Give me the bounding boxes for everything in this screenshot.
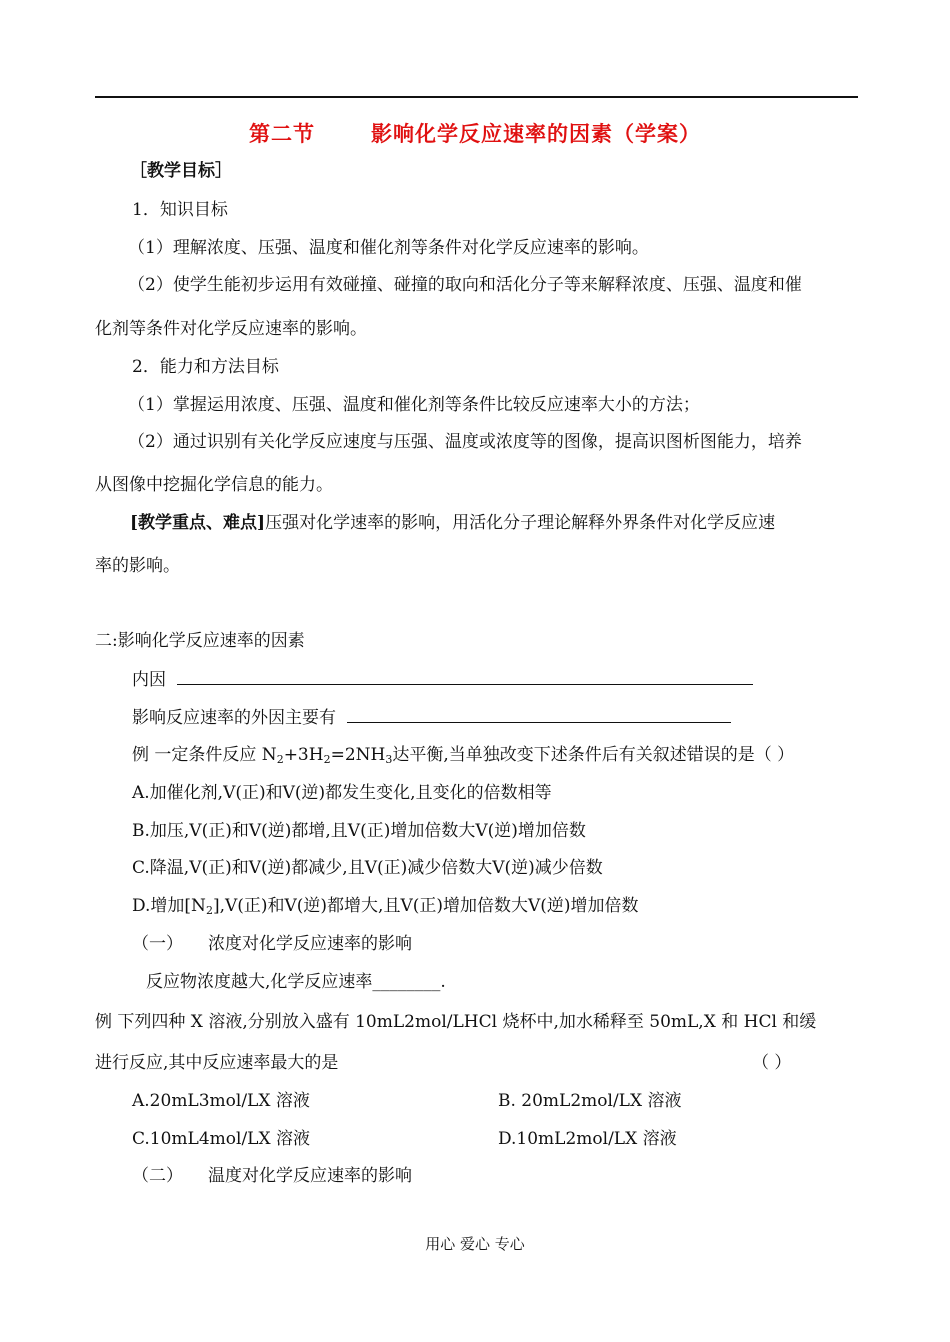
example1-option-d [132, 895, 639, 922]
subscript: 2 [323, 753, 331, 766]
ability-goal-1: （1）掌握运用浓度、压强、温度和催化剂等条件比较反应速率大小的方法； [128, 395, 700, 415]
subscript: 3 [385, 753, 393, 766]
example1-stem-part: 达平衡,当单独改变下述条件后有关叙述错误的是（ ） [392, 745, 795, 765]
external-factor-blank[interactable] [347, 706, 731, 723]
title-section: 第二节 [249, 121, 315, 146]
header-rule [95, 96, 858, 98]
example1-stem-part: 例 一定条件反应 N [132, 745, 277, 765]
ability-goal-2-line1: （2）通过识别有关化学反应速度与压强、温度或浓度等的图像，提高识图析图能力，培养 [128, 432, 802, 452]
external-factor-row [132, 706, 731, 729]
example2-stem-line1: 例 下列四种 X 溶液,分别放入盛有 10mL2mol/LHCl 烧杯中,加水稀释至 50mL,X 和 HCl 和缓 [95, 1012, 817, 1032]
key-points-line1 [130, 512, 775, 534]
ability-goal-2-line2: 从图像中挖掘化学信息的能力。 [95, 475, 333, 495]
title-topic: 影响化学反应速率的因素（学案） [371, 121, 701, 146]
key-points-label: [教学重点、难点] [130, 513, 266, 533]
example1-stem-part: =2NH [330, 745, 386, 765]
example1-stem-part: +3H [283, 745, 324, 765]
knowledge-goal-2-line1: （2）使学生能初步运用有效碰撞、碰撞的取向和活化分子等来解释浓度、压强、温度和催 [128, 275, 802, 295]
example1-option-c: C.降温,V(正)和V(逆)都减少,且V(正)减少倍数大V(逆)减少倍数 [132, 858, 603, 878]
page-footer: 用心 爱心 专心 [425, 1235, 525, 1253]
subscript: 2 [205, 904, 213, 917]
section1-label: （一） [132, 934, 183, 954]
example1-stem [132, 744, 794, 771]
key-points-line2: 率的影响。 [95, 556, 180, 576]
page-title [0, 118, 950, 148]
part2-heading: 二:影响化学反应速率的因素 [95, 631, 305, 651]
subscript: 2 [276, 753, 284, 766]
ability-goal-heading: 2．能力和方法目标 [132, 357, 279, 377]
option-d-part: D.增加[N [132, 896, 206, 916]
knowledge-goal-1: （1）理解浓度、压强、温度和催化剂等条件对化学反应速率的影响。 [128, 238, 649, 258]
example2-option-b: B. 20mL2mol/LX 溶液 [498, 1091, 682, 1111]
knowledge-goal-heading: 1．知识目标 [132, 200, 228, 220]
section2-label: （二） [132, 1166, 183, 1186]
internal-factor-label: 内因 [132, 670, 166, 690]
example2-option-d: D.10mL2mol/LX 溶液 [498, 1129, 677, 1149]
example2-stem-line2: 进行反应,其中反应速率最大的是 [95, 1053, 339, 1073]
key-points-text: 压强对化学速率的影响，用活化分子理论解释外界条件对化学反应速 [265, 513, 776, 533]
section1-title: 浓度对化学反应速率的影响 [208, 934, 412, 954]
internal-factor-row [132, 668, 753, 691]
example2-answer-bracket: （ ） [752, 1053, 792, 1073]
example2-option-c: C.10mL4mol/LX 溶液 [132, 1129, 310, 1149]
example2-option-a: A.20mL3mol/LX 溶液 [132, 1091, 310, 1111]
internal-factor-blank[interactable] [177, 668, 753, 685]
goals-heading: ［教学目标］ [130, 161, 232, 181]
example1-option-a: A.加催化剂,V(正)和V(逆)都发生变化,且变化的倍数相等 [132, 783, 552, 803]
knowledge-goal-2-line2: 化剂等条件对化学反应速率的影响。 [95, 319, 367, 339]
option-d-part: ],V(正)和V(逆)都增大,且V(正)增加倍数大V(逆)增加倍数 [212, 896, 639, 916]
example1-option-b: B.加压,V(正)和V(逆)都增,且V(正)增加倍数大V(逆)增加倍数 [132, 821, 586, 841]
concentration-rule: 反应物浓度越大,化学反应速率________. [146, 972, 446, 992]
section2-title: 温度对化学反应速率的影响 [208, 1166, 412, 1186]
external-factor-label: 影响反应速率的外因主要有 [132, 708, 336, 728]
